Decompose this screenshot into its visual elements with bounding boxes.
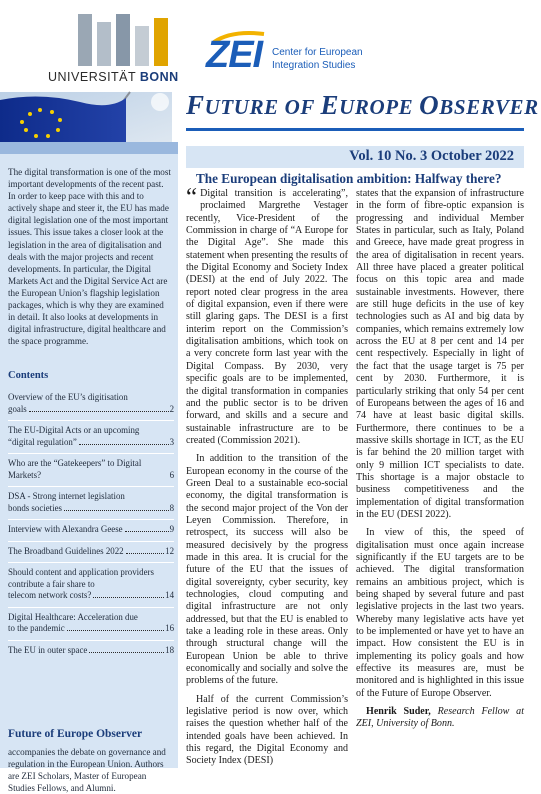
article-paragraph: states that the expansion of infrastructure in the form of fibre-optic expansion is progressing and individual Member States in particular, such as Italy, Poland and Greece, have made great progress in the area of digitalisation in recent years. All three have placed a greater political focus on this topic area and made sustainable investments. However, there are still huge deficits in the use of key technologies such as AI and big data by companies, which remains extremely low across the EU at 8 per cent and 14 per cent respectively. Especially in light of the fact that the usage target is 75 per cent by 2030. Furthermore, it is particularly striking that only 54 per cent of Europeans between the ages of 16 and 74 have at least basic digital skills. Furthermore, there continues to be a massive skills shortage in ICT, as the EU is far behind the 20 million target with only 9 million ICT specialists to date. This shortage is a major obstacle to business competitiveness and the implementation of digital transformation in the EU (DESI 2022). (356, 188, 524, 520)
author-credit: Henrik Suder, Research Fellow at ZEI, University of Bonn. (356, 706, 524, 730)
header-rule (186, 128, 524, 131)
university-name: UNIVERSITÄT BONN (48, 70, 179, 84)
sidebar-top-band (0, 142, 178, 154)
university-bonn-logo (48, 14, 179, 86)
article-column-left (186, 184, 348, 768)
toc-item[interactable]: The EU in outer space 18 (8, 644, 174, 655)
issue-volume: Vol. 10 No. 3 October 2022 (349, 148, 514, 164)
toc-item[interactable]: Digital Healthcare: Acceleration due to the pandemic 16 (8, 608, 174, 641)
sidebar-intro: The digital transformation is one of the most important developments of the recent past. In order to keep pace with this and to actively shape and steer it, the EU has made digital legislation one of the most important issues. This issue takes a closer look at the legislation in the area of digitalisation and deals with the major projects and recent developments. In particular, the Digital Markets Act and the Digital Service Act are the European Union’s flagship legislation packages, which is why they are examined in detail. It also looks at developments in digital infrastructure, digital healthcare and the space programme. (8, 167, 171, 347)
contents-title: Contents (8, 370, 49, 381)
opening-quote-mark: “ (186, 184, 198, 211)
article-paragraph: Half of the current Commission’s legislative period is now over, which raises the question whether half of the intended goals have been achieved. In this regard, the Digital Economy and Society Index (DESI) (186, 693, 348, 767)
sidebar (0, 142, 178, 794)
page-header (0, 0, 541, 142)
table-of-contents (8, 388, 174, 661)
zei-logo: ZEI (206, 34, 263, 76)
toc-item[interactable]: DSA - Strong internet legislation bonds societies 8 (8, 487, 174, 520)
article-paragraph: In view of this, the speed of digitalisation must once again increase significantly if the EU targets are to be achieved. The digital transformation remains an ambitious project, which is being shaped by several future and past legislative projects in the last two years. Whereby many legislative acts have yet to be implemented or have yet to have an impact. How consistent the EU is in implementing its policy goals and how effective its measures are, must be monitored and is highlighted in this issue of the Future of Europe Observer. (356, 527, 524, 699)
sidebar-footer-text: accompanies the debate on governance and regulation in the European Union. Authors are ZEI Scholars, Master of European Studies Fellows, and Alumni. (8, 747, 166, 794)
toc-item[interactable]: The EU-Digital Acts or an upcoming “digital regulation” 3 (8, 421, 174, 454)
toc-item[interactable]: Overview of the EU’s digitisation goals 2 (8, 388, 174, 421)
publication-title: FUTURE OF EUROPE OBSERVER (186, 90, 539, 120)
sidebar-footer-title: Future of Europe Observer (8, 728, 143, 740)
university-logo-bars-icon (78, 14, 168, 66)
toc-item[interactable]: The Broadband Guidelines 2022 12 (8, 542, 174, 564)
toc-item[interactable]: Interview with Alexandra Geese 9 (8, 520, 174, 542)
article-paragraph: “ Digital transition is accelerating”, proclaimed Margrethe Vestager recently, Vice-President of the Commission in charge of “A Europe for the Digital Age”. She made this statement when presenting the results of the Digital Economy and Society Index (DESI) at the end of July 2022. The report noted clear progress in the area of digital expansion, even if there were still glaring gaps. The DESI is a first interim report on the Commission’s digitalisation ambitions, which took on a very concrete form last year with the Digital Compass. By 2030, very specific goals are to be implemented, the digital transformation in companies and the public sector is to be driven forward, and skills and a secure and sustainable infrastructure are to be created (Commission 2021). (186, 184, 348, 446)
article-column-right (356, 188, 524, 731)
article-paragraph: In addition to the transition of the European economy in the course of the Green Deal to a sustainable eco-social economy, the digital transformation is the second major project of the Von der Leyen Commission. Therefore, in retrospect, its success will also be measured decisively by the progress made in this area. It is crucial for the future of the EU that the issues of digital sovereignty, cyber security, key technologies, cloud computing and digital infrastructure are not only addressed, but that the EU is enabled to take a leading role in these areas. Only through structural change will the European Union be able to thrive economically and socially and solve the problems of the future. (186, 453, 348, 687)
toc-item[interactable]: Who are the “Gatekeepers” to Digital Markets? 6 (8, 454, 174, 487)
eu-flag-photo (0, 92, 172, 146)
volume-bar (186, 146, 524, 168)
zei-subtitle: Center for European Integration Studies (272, 47, 363, 71)
article-headline: The European digitalisation ambition: Halfway there? (196, 171, 502, 186)
toc-item[interactable]: Should content and application providers contribute a fair share to telecom network costs? 14 (8, 563, 174, 608)
